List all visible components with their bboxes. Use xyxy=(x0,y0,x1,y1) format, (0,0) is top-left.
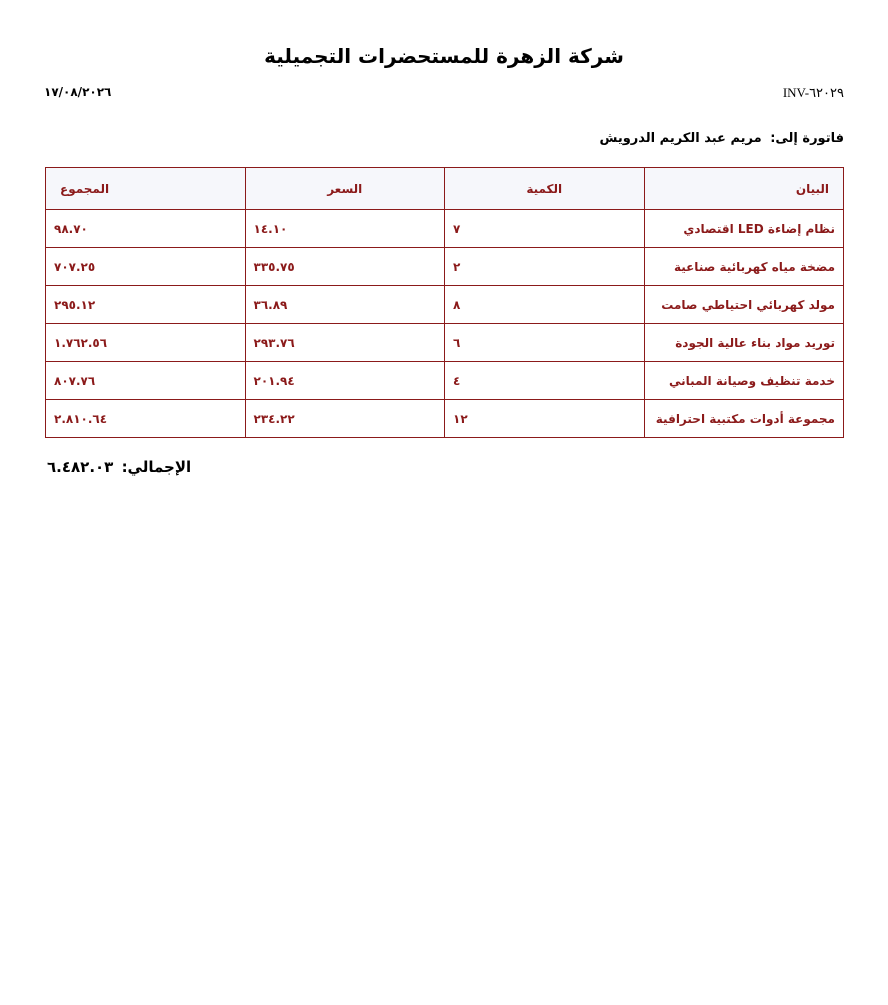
row-price: ٣٣٥.٧٥ xyxy=(245,248,445,286)
row-price: ٢٣٤.٢٢ xyxy=(245,400,445,438)
row-total: ٢٩٥.١٢ xyxy=(46,286,246,324)
table-row xyxy=(46,286,844,324)
row-price: ٢٩٣.٧٦ xyxy=(245,324,445,362)
header-quantity: الكمية xyxy=(445,168,645,210)
invoice-number: INV-٦٢٠٢٩ xyxy=(782,85,844,100)
bill-to-name: مريم عبد الكريم الدرويش xyxy=(599,131,762,146)
row-quantity: ٨ xyxy=(445,286,645,324)
row-total: ٩٨.٧٠ xyxy=(46,210,246,248)
row-quantity: ٤ xyxy=(445,362,645,400)
row-total: ٨٠٧.٧٦ xyxy=(46,362,246,400)
table-row xyxy=(46,362,844,400)
grand-total-value: ٦.٤٨٢.٠٣ xyxy=(47,458,114,476)
row-total: ٧٠٧.٢٥ xyxy=(46,248,246,286)
grand-total-label: الإجمالي: xyxy=(121,458,192,476)
row-quantity: ٦ xyxy=(445,324,645,362)
grand-total xyxy=(44,458,191,476)
row-total: ٢.٨١٠.٦٤ xyxy=(46,400,246,438)
company-name: شركة الزهرة للمستحضرات التجميلية xyxy=(264,44,624,68)
table-row xyxy=(46,248,844,286)
invoice-date: ١٧/٠٨/٢٠٢٦ xyxy=(44,85,112,99)
bill-to xyxy=(595,131,844,146)
header-price: السعر xyxy=(245,168,445,210)
row-description: خدمة تنظيف وصيانة المباني xyxy=(644,362,844,400)
items-table xyxy=(45,167,844,438)
row-description: توريد مواد بناء عالية الجودة xyxy=(644,324,844,362)
row-price: ٣٦.٨٩ xyxy=(245,286,445,324)
row-total: ١.٧٦٢.٥٦ xyxy=(46,324,246,362)
row-description: مضخة مياه كهربائية صناعية xyxy=(644,248,844,286)
row-quantity: ١٢ xyxy=(445,400,645,438)
invoice-meta xyxy=(44,85,844,103)
row-quantity: ٢ xyxy=(445,248,645,286)
table-row xyxy=(46,324,844,362)
row-description: نظام إضاءة LED اقتصادي xyxy=(644,210,844,248)
table-row xyxy=(46,400,844,438)
header-description: البيان xyxy=(644,168,844,210)
row-description: مولد كهربائي احتياطي صامت xyxy=(644,286,844,324)
row-price: ٢٠١.٩٤ xyxy=(245,362,445,400)
table-row xyxy=(46,210,844,248)
bill-to-label: فاتورة إلى: xyxy=(770,131,844,146)
row-price: ١٤.١٠ xyxy=(245,210,445,248)
row-description: مجموعة أدوات مكتبية احترافية xyxy=(644,400,844,438)
row-quantity: ٧ xyxy=(445,210,645,248)
header-total: المجموع xyxy=(46,168,246,210)
table-header-row xyxy=(46,168,844,210)
